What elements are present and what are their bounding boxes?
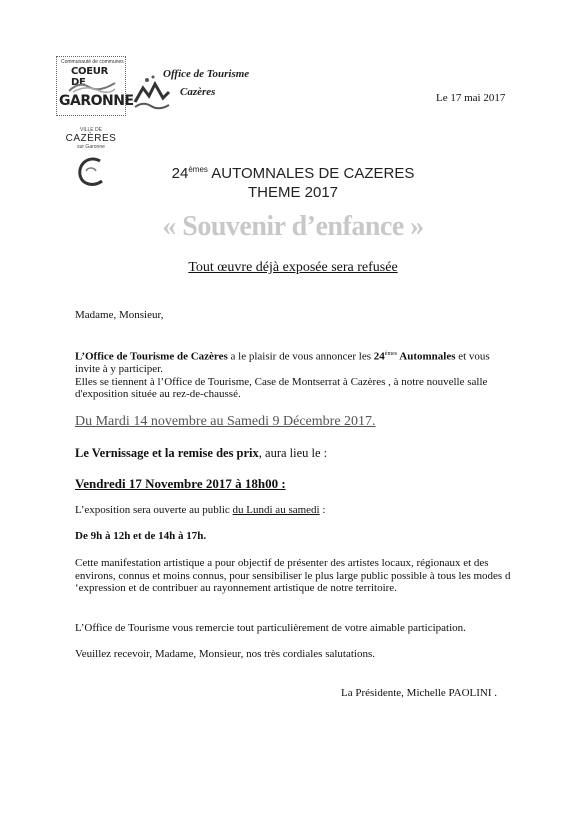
opening-hours: De 9h à 12h et de 14h à 17h. <box>75 530 207 542</box>
event-theme-year: THEME 2017 <box>247 184 339 201</box>
salutation: Madame, Monsieur, <box>75 309 164 321</box>
event-title <box>0 165 586 182</box>
title-ordinal-sup: èmes <box>188 165 208 174</box>
office-logo-line1: Office de Tourisme <box>163 68 250 80</box>
coeur-de-garonne-logo <box>56 56 134 116</box>
opening-days <box>75 504 325 517</box>
letter-date: Le 17 mai 2017 <box>436 92 506 104</box>
refusal-notice: Tout œuvre déjà exposée sera refusée <box>188 260 398 275</box>
intro-text-a: a le plaisir de vous annoncer les <box>227 350 374 363</box>
intro-event-name: Automnales <box>397 350 456 363</box>
theme-title: « Souvenir d’enfance » <box>162 211 424 242</box>
office-logo-line2: Cazères <box>180 86 216 98</box>
ville-logo-line2: CAZÈRES <box>65 133 117 144</box>
logo-text-line1: COEUR DE <box>71 66 108 88</box>
vernissage-label: Le Vernissage et la remise des prix <box>75 446 259 460</box>
intro-text-c: Elles se tiennent à l’Office de Tourisme, Case de Montserrat à Cazères , à notre nouvelle salle d'exposition située au rez-de-chaussé. <box>75 375 488 401</box>
signature: La Présidente, Michelle PAOLINI . <box>341 687 498 699</box>
logo-text-line2: GARONNE <box>59 93 134 109</box>
intro-paragraph <box>75 348 515 401</box>
logo-caption: Communauté de communes <box>61 59 124 65</box>
opening-text-b: : <box>319 504 326 516</box>
closing-paragraph: Veuillez recevoir, Madame, Monsieur, nos très cordiales salutations. <box>75 648 376 660</box>
opening-text-a: L’exposition sera ouverte au public <box>75 504 233 516</box>
opening-days-underlined: du Lundi au samedi <box>232 504 320 516</box>
intro-text-b: et vous invite à y participer. <box>75 350 490 376</box>
ville-logo-line3: sur Garonne <box>77 144 105 150</box>
ville-logo-line1: VILLE DE <box>80 127 102 133</box>
thanks-paragraph: L’Office de Tourisme vous remercie tout particulièrement de votre aimable participation. <box>75 622 466 634</box>
intro-ordinal-sup: èmes <box>384 351 398 357</box>
vernissage-date: Vendredi 17 Novembre 2017 à 18h00 : <box>75 476 286 491</box>
exhibition-dates: Du Mardi 14 novembre au Samedi 9 Décembre 2017. <box>75 414 376 429</box>
title-rest: AUTOMNALES DE CAZERES <box>207 165 415 182</box>
purpose-paragraph: Cette manifestation artistique a pour objectif de présenter des artistes locaux, régionaux et des environs, connus et moins connus, pour sensibiliser le plus large public possible à tous les modes d ‘expression et de contribuer au rayonnement artistique de notre territoire. <box>75 557 511 594</box>
vernissage-rest: , aura lieu le : <box>258 446 328 460</box>
office-name: L’Office de Tourisme de Cazères <box>75 350 228 363</box>
vernissage-line <box>75 446 327 461</box>
intro-ordinal: 24 <box>373 350 385 363</box>
landscape-icon <box>67 77 117 93</box>
title-ordinal: 24 <box>171 165 189 182</box>
